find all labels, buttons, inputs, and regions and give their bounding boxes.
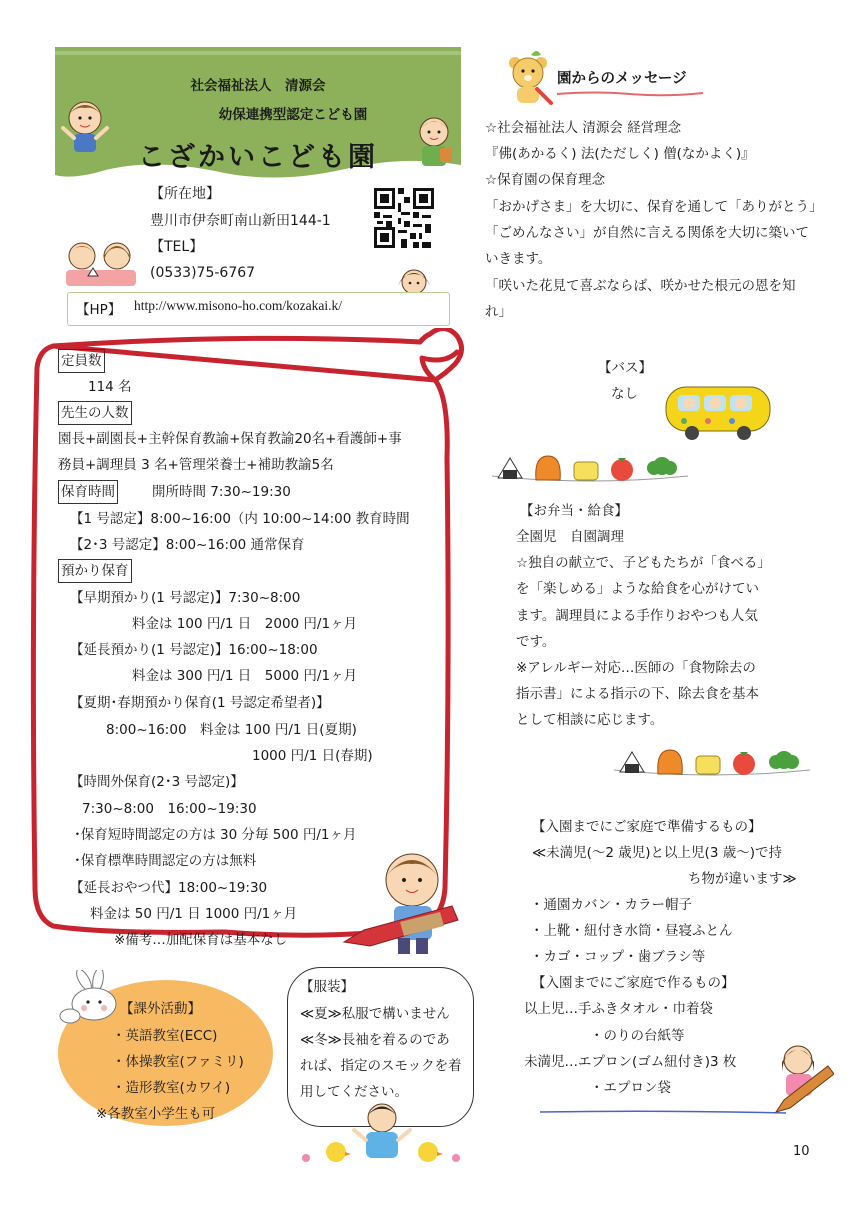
hours-type1: 【1 号認定】8:00~16:00（内 10:00~14:00 教育時間: [70, 511, 410, 527]
extended-care-line: 8:00~16:00 料金は 100 円/1 日(夏期): [106, 722, 357, 738]
prepare-line: 【入園までにご家庭で作るもの】: [532, 975, 735, 991]
message-line: 「咲いた花見て喜ぶならば、咲かせた根元の恩を知: [485, 278, 796, 294]
extended-care-line: 料金は 50 円/1 日 1000 円/1ヶ月: [90, 906, 298, 922]
prepare-line: ・エプロン袋: [590, 1080, 671, 1096]
message-line: 「おかげさま」を大切に、保育を通して「ありがとう」: [485, 199, 823, 215]
org-name: 社会福祉法人 清源会: [190, 78, 326, 94]
extended-care-line: 【夏期･春期預かり保育(1 号認定希望者)】: [70, 695, 330, 711]
prepare-line: 【入園までにご家庭で準備するもの】: [532, 819, 762, 835]
extended-care-label: 預かり保育: [58, 559, 132, 583]
lunch-line: です。: [516, 634, 556, 650]
food-characters-row: [490, 450, 690, 488]
extended-care-line: ※備考…加配保育は基本なし: [114, 932, 288, 948]
club-line: ・体操教室(ファミリ): [112, 1054, 244, 1070]
hours-label: 保育時間: [58, 480, 118, 504]
lunch-label: 【お弁当・給食】: [520, 503, 628, 519]
lunch-line: を「楽しめる」ような給食を心がけてい: [516, 581, 759, 597]
extended-care-line: 7:30~8:00 16:00~19:30: [82, 801, 257, 817]
extended-care-line: ･保育標準時間認定の方は無料: [74, 853, 257, 869]
club-line: ・造形教室(カワイ): [112, 1080, 231, 1096]
tel-label: 【TEL】: [150, 239, 204, 255]
hp-label: 【HP】: [76, 302, 122, 318]
capacity-value: 114 名: [88, 379, 132, 395]
kids-eating-illustration: [62, 236, 140, 288]
tel: (0533)75-6767: [150, 265, 256, 281]
prepare-line: 未満児…エプロン(ゴム紐付き)3 枚: [524, 1054, 737, 1070]
message-line: れ」: [485, 304, 512, 320]
extended-care-line: 料金は 100 円/1 日 2000 円/1ヶ月: [132, 616, 358, 632]
address-label: 【所在地】: [150, 186, 220, 202]
boy-with-bag-illustration: [414, 114, 456, 172]
attire-line: ≪冬≫長袖を着るのであ: [300, 1032, 450, 1048]
prepare-line: ・カゴ・コップ・歯ブラシ等: [530, 949, 706, 965]
message-line: 『佛(あかるく) 法(ただしく) 僧(なかよく)』: [485, 146, 755, 162]
school-bus-illustration: [664, 383, 776, 443]
bear-with-pencil-illustration: [503, 49, 553, 107]
lunch-line: 全園児 自園調理: [516, 529, 624, 545]
attire-line: 用してください。: [300, 1084, 408, 1100]
hours-open: 開所時間 7:30~19:30: [152, 484, 291, 500]
lunch-line: ます。調理員による手作りおやつも人気: [516, 608, 758, 624]
lunch-line: ☆独自の献立で、子どもたちが「食べる」: [516, 555, 771, 571]
message-line: ☆社会福祉法人 清源会 経営理念: [485, 120, 682, 136]
address: 豊川市伊奈町南山新田144-1: [150, 213, 331, 229]
boy-with-chicks-illustration: [296, 1100, 468, 1170]
message-title: 園からのメッセージ: [557, 71, 687, 87]
hours-type23: 【2･3 号認定】8:00~16:00 通常保育: [70, 537, 305, 553]
attire-line: ≪夏≫私服で構いません: [300, 1006, 450, 1022]
prepare-line: ≪未満児(～2 歳児)と以上児(3 歳～)で持: [532, 845, 782, 861]
message-line: ☆保育園の保育理念: [485, 172, 606, 188]
club-label: 【課外活動】: [120, 1001, 201, 1017]
attire-line: れば、指定のスモックを着: [300, 1058, 462, 1074]
lunch-line: ※アレルギー対応…医師の「食物除去の: [516, 660, 756, 676]
food-characters-row: [612, 744, 812, 782]
message-line: 「ごめんなさい」が自然に言える関係を大切に築いて: [485, 225, 809, 241]
boy-waving-illustration: [60, 98, 110, 160]
lunch-line: として相談に応じます。: [516, 712, 664, 728]
title-underline: [555, 90, 705, 98]
extended-care-line: 【延長おやつ代】18:00~19:30: [70, 880, 268, 896]
girl-with-pencil-illustration: [772, 1042, 834, 1116]
prepare-line: 以上児…手ふきタオル・巾着袋: [524, 1001, 713, 1017]
page-number: 10: [793, 1144, 810, 1159]
school-name: こざかいこども園: [138, 142, 378, 173]
club-line: ※各教室小学生も可: [96, 1106, 216, 1122]
teachers-line: 園長+副園長+主幹保育教諭+保育教諭20名+看護師+事: [58, 431, 402, 447]
prepare-line: ち物が違います≫: [688, 871, 797, 887]
extended-care-line: 【延長預かり(1 号認定)】16:00~18:00: [70, 642, 318, 658]
teachers-label: 先生の人数: [58, 401, 132, 425]
attire-label: 【服装】: [300, 979, 354, 995]
bus-label: 【バス】: [598, 360, 652, 376]
hp-url-link[interactable]: http://www.misono-ho.com/kozakai.k/: [134, 298, 342, 313]
prepare-line: ・通園カバン・カラー帽子: [530, 897, 692, 913]
extended-care-line: 料金は 300 円/1 日 5000 円/1ヶ月: [132, 668, 358, 684]
extended-care-line: 【時間外保育(2･3 号認定)】: [70, 774, 244, 790]
capacity-label: 定員数: [58, 349, 105, 373]
boy-with-crayon-illustration: [340, 850, 460, 960]
facility-type: 幼保連携型認定こども園: [218, 107, 368, 123]
extended-care-line: ･保育短時間認定の方は 30 分毎 500 円/1ヶ月: [74, 827, 357, 843]
bus-value: なし: [611, 386, 638, 402]
extended-care-line: 【早期預かり(1 号認定)】7:30~8:00: [70, 590, 301, 606]
club-line: ・英語教室(ECC): [112, 1028, 218, 1044]
qr-code[interactable]: [374, 188, 434, 248]
prepare-line: ・上靴・紐付き水筒・昼寝ふとん: [530, 923, 733, 939]
extended-care-line: 1000 円/1 日(春期): [252, 748, 373, 764]
girl-peeking-illustration: [392, 264, 436, 294]
prepare-underline: [538, 1108, 788, 1116]
message-line: いきます。: [485, 251, 552, 267]
prepare-line: ・のりの台紙等: [590, 1028, 685, 1044]
lunch-line: 指示書」による指示の下、除去食を基本: [516, 686, 759, 702]
teachers-line: 務員+調理員 3 名+管理栄養士+補助教諭5名: [58, 457, 334, 473]
